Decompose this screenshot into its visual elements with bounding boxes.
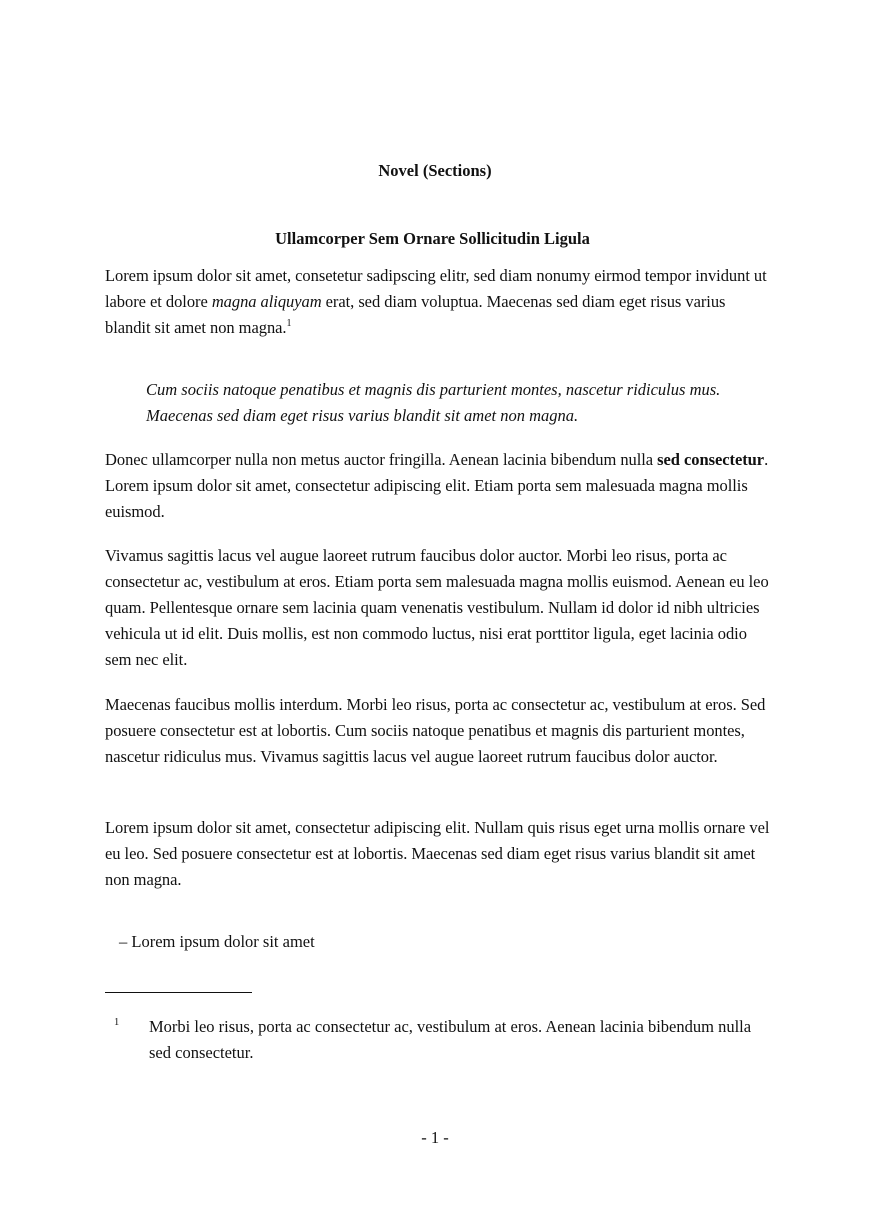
paragraph-1 (105, 263, 770, 341)
paragraph-1-text-b: erat, sed diam voluptua. Maecenas sed diam eget risus varius blandit sit amet non magna. (105, 292, 726, 337)
page-number: - 1 - (421, 1128, 449, 1147)
paragraph-4: Maecenas faucibus mollis interdum. Morbi leo risus, porta ac consectetur ac, vestibulum at eros. Sed posuere consectetur est at lobortis. Cum sociis natoque penatibus et magnis dis parturient montes, nascetur ridiculus mus. Vivamus sagittis lacus vel augue laoreet rutrum faucibus dolor auctor. (105, 695, 766, 766)
paragraph-1-text-a: Lorem ipsum dolor sit amet, consetetur sadipscing elitr, sed diam nonumy eirmod tempor invidunt ut labore et dolore (105, 266, 767, 311)
paragraph-2-text-a: Donec ullamcorper nulla non metus auctor fringilla. Aenean lacinia bibendum nulla (105, 450, 658, 469)
footnote-separator (105, 992, 252, 993)
block-quote: Cum sociis natoque penatibus et magnis dis parturient montes, nascetur ridiculus mus. Maecenas sed diam eget risus varius blandit sit amet non magna. (146, 380, 721, 425)
footnote-reference[interactable]: 1 (286, 317, 292, 329)
footnote-number: 1 (114, 1017, 120, 1028)
signature-line: – Lorem ipsum dolor sit amet (119, 932, 315, 951)
footnote-text: Morbi leo risus, porta ac consectetur ac, vestibulum at eros. Aenean lacinia bibendum nulla sed consectetur. (149, 1017, 752, 1062)
paragraph-2 (105, 447, 770, 525)
paragraph-5: Lorem ipsum dolor sit amet, consectetur adipiscing elit. Nullam quis risus eget urna mollis ornare vel eu leo. Sed posuere consectetur est at lobortis. Maecenas sed diam eget risus varius blandit sit amet non magna. (105, 818, 770, 889)
paragraph-1-emphasis: magna aliquyam (211, 292, 322, 311)
section-heading: Ullamcorper Sem Ornare Sollicitudin Ligula (275, 229, 590, 248)
paragraph-3: Vivamus sagittis lacus vel augue laoreet rutrum faucibus dolor auctor. Morbi leo risus, porta ac consectetur ac, vestibulum at eros. Etiam porta sem malesuada magna mollis euismod. Aenean eu leo quam. Pellentesque ornare sem lacinia quam venenatis vestibulum. Nullam id dolor id nibh ultricies vehicula ut id elit. Duis mollis, est non commodo luctus, nisi erat porttitor ligula, eget lacinia odio sem nec elit. (105, 546, 769, 669)
paragraph-2-text-b: . Lorem ipsum dolor sit amet, consectetur adipiscing elit. Etiam porta sem malesuada magna mollis euismod. (105, 450, 769, 521)
paragraph-2-strong: sed consectetur (657, 450, 765, 469)
document-title: Novel (Sections) (378, 161, 492, 180)
